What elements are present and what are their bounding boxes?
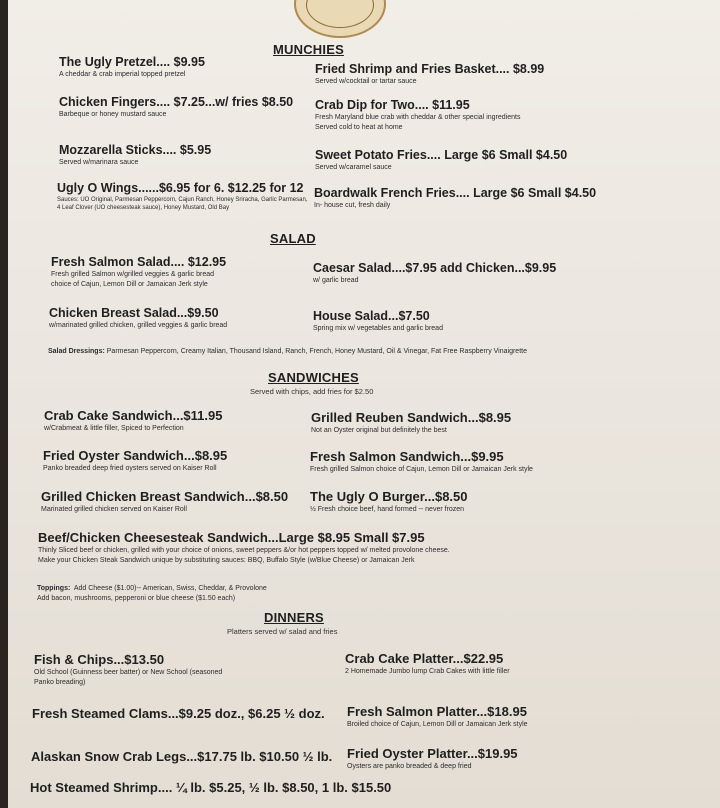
item-desc: w/marinated grilled chicken, grilled veggies & garlic bread [49, 322, 228, 329]
item-title: The Ugly O Burger...$8.50 [310, 489, 468, 504]
item-desc-2: Served cold to heat at home [315, 124, 403, 131]
item-desc: Marinated grilled chicken served on Kaiser Roll [41, 506, 187, 513]
item-title: Fresh Salmon Salad.... $12.95 [51, 255, 227, 269]
item-title: Chicken Breast Salad...$9.50 [49, 306, 219, 320]
toppings-line-1 [37, 584, 657, 594]
menu-item-fresh-salmon-platter [347, 704, 677, 729]
item-title: Fried Shrimp and Fries Basket.... $8.99 [315, 62, 545, 76]
item-desc: w/ garlic bread [313, 277, 359, 284]
item-title: Fried Oyster Platter...$19.95 [347, 746, 518, 761]
item-desc: Thinly Sliced beef or chicken, grilled with your choice of onions, sweet peppers &/or hot peppers topped w/ melted provolone cheese. [38, 547, 450, 554]
toppings-cheese: Add Cheese ($1.00)-- American, Swiss, Cheddar, & Provolone [73, 585, 267, 592]
item-title: Boardwalk French Fries.... Large $6 Small $4.50 [314, 186, 597, 200]
menu-page [8, 0, 720, 808]
menu-item-house-salad [313, 309, 643, 333]
item-desc: Barbeque or honey mustard sauce [59, 111, 167, 118]
item-desc: Fresh grilled Salmon w/grilled veggies & garlic bread [51, 271, 215, 278]
item-title: Fresh Salmon Platter...$18.95 [347, 704, 527, 719]
dressings-list: Parmesan Peppercorn, Creamy Italian, Thousand Island, Ranch, French, Honey Mustard, Oil & Vinegar, Fat Free Raspberry Vinaigrette [106, 348, 527, 355]
toppings-note [37, 584, 657, 604]
item-desc: ½ Fresh choice beef, hand formed -- never frozen [310, 506, 465, 513]
item-title: Grilled Reuben Sandwich...$8.95 [311, 410, 512, 425]
menu-item-boardwalk-fries [314, 186, 644, 210]
item-desc: A cheddar & crab imperial topped pretzel [59, 71, 186, 78]
menu-item-sweet-potato-fries [315, 148, 645, 172]
item-desc: Served w/marinara sauce [59, 159, 139, 166]
item-title: Ugly O Wings......$6.95 for 6. $12.25 for 12 [57, 181, 304, 195]
item-desc: Sauces: UO Original, Parmesan Peppercorn, Cajun Ranch, Honey Sriracha, Garlic Parmesan, 4 Leaf Clover (UO cheesesteak sauce), Honey Mustard, Old Bay [57, 197, 308, 211]
menu-item-fish-and-chips [34, 652, 364, 687]
item-title: House Salad...$7.50 [313, 309, 430, 323]
item-title: Chicken Fingers.... $7.25...w/ fries $8.50 [59, 95, 294, 109]
item-title: Fresh Salmon Sandwich...$9.95 [310, 449, 504, 464]
section-salad: SALAD [270, 231, 316, 246]
menu-item-fried-oyster-platter [347, 746, 677, 771]
menu-item-fresh-salmon-sandwich [310, 449, 640, 474]
item-title: Mozzarella Sticks.... $5.95 [59, 143, 212, 157]
item-title: Fresh Steamed Clams...$9.25 doz., $6.25 ½ doz. [32, 706, 325, 721]
menu-item-crab-dip [315, 98, 645, 132]
item-title: The Ugly Pretzel.... $9.95 [59, 55, 205, 69]
menu-item-crab-cake-platter [345, 651, 675, 676]
section-sandwiches: SANDWICHES [268, 370, 359, 385]
menu-item-snow-crab-legs [31, 749, 361, 764]
item-desc: 2 Homemade Jumbo lump Crab Cakes with little filler [345, 668, 510, 675]
salad-dressings-note [48, 347, 688, 357]
item-desc: Fresh Maryland blue crab with cheddar & other special ingredients [315, 114, 521, 121]
item-title: Beef/Chicken Cheesesteak Sandwich...Large $8.95 Small $7.95 [38, 530, 425, 545]
menu-item-hot-steamed-shrimp [30, 780, 450, 795]
item-title: Grilled Chicken Breast Sandwich...$8.50 [41, 489, 289, 504]
item-title: Crab Dip for Two.... $11.95 [315, 98, 470, 112]
item-desc: Served w/caramel sauce [315, 164, 392, 171]
sandwiches-subtitle: Served with chips, add fries for $2.50 [250, 387, 374, 396]
item-desc: Panko breaded deep fried oysters served on Kaiser Roll [43, 465, 217, 472]
item-title: Alaskan Snow Crab Legs...$17.75 lb. $10.50 ½ lb. [31, 749, 333, 764]
dinners-subtitle: Platters served w/ salad and fries [227, 627, 338, 636]
item-desc: Oysters are panko breaded & deep fried [347, 763, 472, 770]
toppings-label: Toppings: [37, 585, 71, 592]
item-title: Caesar Salad....$7.95 add Chicken...$9.95 [313, 261, 557, 275]
item-title: Hot Steamed Shrimp.... ¼ lb. $5.25, ½ lb. $8.50, 1 lb. $15.50 [30, 780, 392, 795]
item-desc: Spring mix w/ vegetables and garlic bread [313, 325, 443, 332]
section-dinners: DINNERS [264, 610, 324, 625]
menu-item-caesar-salad [313, 261, 643, 285]
menu-item-cheesesteak [38, 530, 658, 565]
item-desc: Served w/cocktail or tartar sauce [315, 78, 417, 85]
menu-item-ugly-o-wings [57, 181, 312, 212]
item-desc: In- house cut, fresh daily [314, 202, 391, 209]
menu-item-ugly-o-burger [310, 489, 640, 514]
item-desc: w/Crabmeat & little filler, Spiced to Perfection [44, 425, 184, 432]
item-desc: Old School (Guinness beer batter) or New School (seasoned [34, 669, 223, 676]
item-desc-2: choice of Cajun, Lemon Dill or Jamaican Jerk style [51, 281, 208, 288]
menu-item-grilled-reuben [311, 410, 641, 435]
menu-item-steamed-clams [32, 706, 362, 721]
item-title: Fried Oyster Sandwich...$8.95 [43, 448, 228, 463]
section-munchies: MUNCHIES [273, 42, 344, 57]
item-desc: Fresh grilled Salmon choice of Cajun, Lemon Dill or Jamaican Jerk style [310, 466, 533, 473]
menu-item-shrimp-basket [315, 62, 645, 86]
item-desc-2: Make your Chicken Steak Sandwich unique by substituting sauces: BBQ, Buffalo Style (w/Blue Cheese) or Jamaican Jerk [38, 557, 415, 564]
item-desc: Not an Oyster original but definitely the best [311, 427, 447, 434]
item-title: Sweet Potato Fries.... Large $6 Small $4.50 [315, 148, 568, 162]
toppings-line-2: Add bacon, mushrooms, pepperoni or blue cheese ($1.50 each) [37, 595, 236, 602]
restaurant-logo [294, 0, 386, 38]
item-title: Crab Cake Platter...$22.95 [345, 651, 504, 666]
dressings-label: Salad Dressings: [48, 348, 105, 355]
item-title: Fish & Chips...$13.50 [34, 652, 165, 667]
item-desc-2: Panko breading) [34, 679, 86, 686]
logo-ring [306, 0, 374, 28]
item-desc: Broiled choice of Cajun, Lemon Dill or Jamaican Jerk style [347, 721, 528, 728]
item-title: Crab Cake Sandwich...$11.95 [44, 408, 223, 423]
